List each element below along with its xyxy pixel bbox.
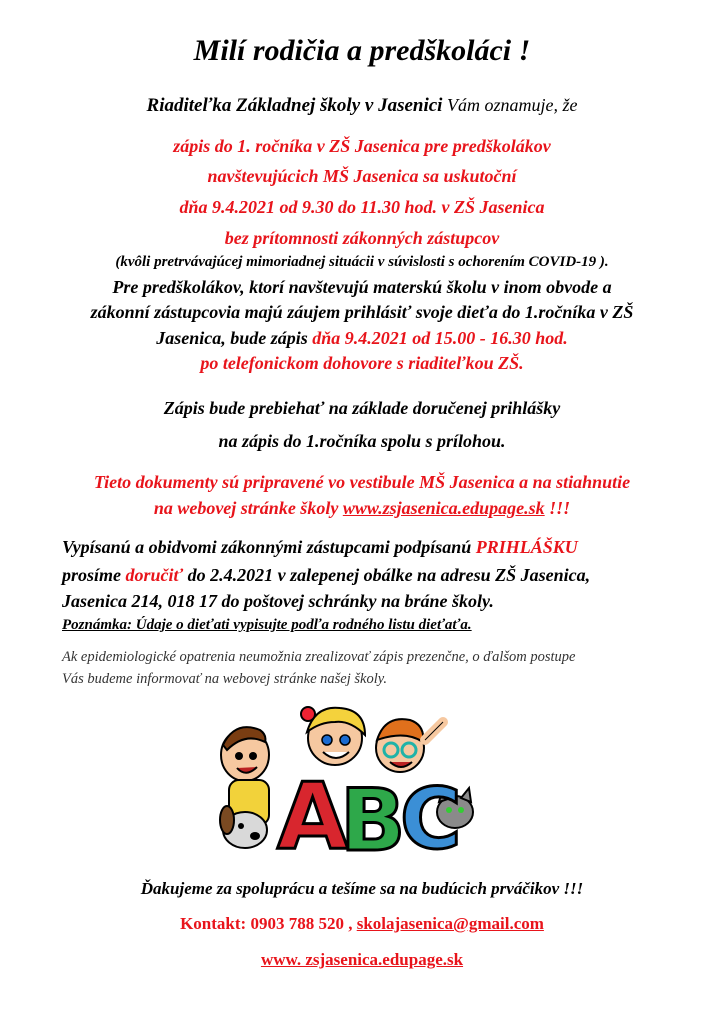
contact-line [0,914,724,934]
boy-right-figure [376,719,443,772]
registration-line-4: bez prítomnosti zákonných zástupcov [224,228,500,248]
delivery-deliver-word: doručiť [125,565,184,585]
letter-b: B [340,771,406,860]
other-district-date: dňa 9.4.2021 od 15.00 - 16.30 hod. [312,328,568,348]
other-district-text: Jasenica, bude zápis [156,328,313,348]
epidemic-note-line-1: Ak epidemiologické opatrenia neumožnia zrealizovať zápis prezenčne, o ďalšom postupe [62,649,576,665]
other-district-line-4: po telefonickom dohovore s riaditeľkou ZŠ. [200,353,524,373]
registration-line-2: navštevujúcich MŠ Jasenica sa uskutoční [207,166,517,186]
documents-line-1: Tieto dokumenty sú pripravené vo vestibule MŠ Jasenica a na stiahnutie [93,472,631,492]
documents-text: na webovej stránke školy [153,498,343,518]
epidemic-note-line-2: Vás budeme informovať na webovej stránke našej školy. [62,671,388,687]
website-link[interactable]: www. zsjasenica.edupage.sk [260,950,464,969]
application-line-2: na zápis do 1.ročníka spolu s prílohou. [218,431,506,451]
school-website-link[interactable]: www.zsjasenica.edupage.sk [342,498,545,518]
other-district-line-2: zákonní zástupcovia majú záujem prihlásiť svoje dieťa do 1.ročníka v ZŠ [90,302,634,322]
intro-announce: Vám oznamuje, že [442,95,578,115]
registration-date-line: dňa 9.4.2021 od 9.30 do 11.30 hod. v ZŠ Jasenica [179,197,545,217]
thanks-line: Ďakujeme za spoluprácu a tešíme sa na budúcich prváčikov !!! [140,879,584,898]
application-line-1: Zápis bude prebiehať na základe doručenej prihlášky [163,398,561,418]
delivery-line-2 [62,565,702,586]
delivery-remark: Poznámka: Údaje o dieťati vypisujte podľa rodného listu dieťaťa. [62,617,472,633]
contact-phone: Kontakt: 0903 788 520 , [180,914,357,933]
intro-line [0,95,724,117]
registration-line-1: zápis do 1. ročníka v ZŠ Jasenica pre predškolákov [173,136,551,156]
delivery-deadline: do 2.4.2021 v zalepenej obálke na adresu ZŠ Jasenica, [183,565,591,585]
letter-c: C [400,770,462,860]
other-district-line-3 [0,328,724,349]
documents-line-2 [0,498,724,519]
delivery-address: Jasenica 214, 018 17 do poštovej schránky na bráne školy. [62,591,494,611]
documents-exclaim: !!! [544,498,571,518]
covid-note: (kvôli pretrvávajúcej mimoriadnej situácii v súvislosti s ochorením COVID-19 ). [115,254,609,270]
girl-figure [301,707,365,765]
delivery-please: prosíme [62,565,126,585]
intro-principal: Riaditeľka Základnej školy v Jasenici [146,95,443,116]
delivery-line-1 [62,537,702,558]
other-district-line-1: Pre predškolákov, ktorí navštevujú materskú školu v inom obvode a [112,277,612,297]
delivery-form-word: PRIHLÁŠKU [475,537,578,557]
children-abc-illustration [215,700,505,860]
contact-email-link[interactable]: skolajasenica@gmail.com [356,914,544,933]
page-title: Milí rodičia a predškoláci ! [193,34,531,67]
delivery-text: Vypísanú a obidvomi zákonnými zástupcami podpísanú [62,537,476,557]
letter-a: A [277,763,349,860]
